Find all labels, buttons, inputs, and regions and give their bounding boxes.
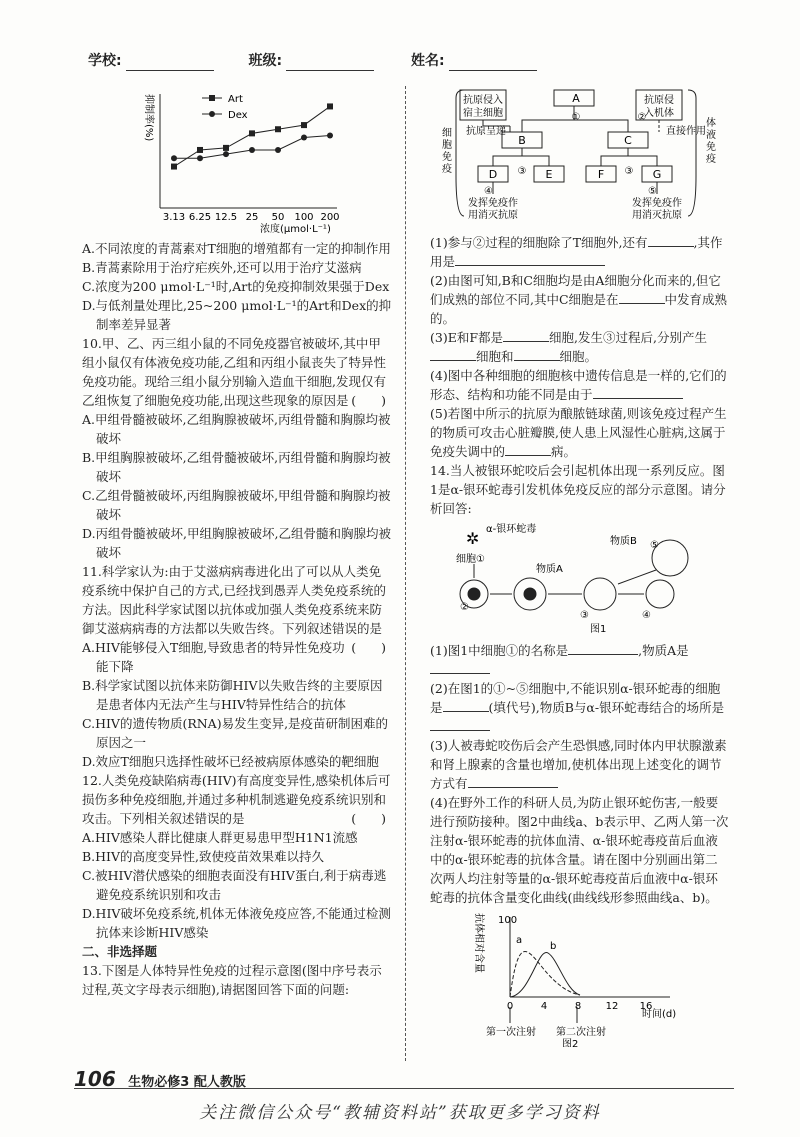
q12-option-b[interactable]: B.HIV的高度变异性,致使疫苗效果难以持久 xyxy=(82,849,324,864)
q13-stem: 13.下图是人体特异性免疫的过程示意图(图中序号表示过程,英文字母表示细胞),请据图回答下面的问题: xyxy=(82,963,382,997)
chart-xtick: 50 xyxy=(271,212,285,223)
q10-option-b[interactable]: B.甲组胸腺被破坏,乙组骨髓被破坏,丙组骨髓和胸腺均被破坏 xyxy=(82,450,391,484)
fig2-xtick: 0 xyxy=(506,1001,514,1012)
diag-e: E xyxy=(545,168,553,181)
svg-text:疫: 疫 xyxy=(706,154,716,165)
question-10 xyxy=(82,334,392,562)
diag-effl2: 用消灭抗原 xyxy=(468,210,518,221)
q14-answers: (1)图1中细胞①的名称是 ,物质A是 (2)在图1的①~⑤细胞中,不能识别α-银环蛇毒的细胞是 (填代号),物质B与α-银环蛇毒结合的场所是 (3)人被毒蛇咬伤后会产生恐惧感,同时体内甲状腺激素和肾上腺素的含量也增加,使机体出现上述变化的调节方式有 (4)在野外工作的科研人员,为防止银环蛇伤害,一般要进行预防接种。图2中曲线a、b表示甲、乙两人第一次注射α-银环蛇毒的抗体血清、α-银环蛇毒疫苗后血液中的α-银环蛇毒的抗体含量。请在图中分别画出第二次两人均注射等量的α-银环蛇毒疫苗后血液中α-银环蛇毒的抗体含量变化曲线(曲线线形参照曲线a、b)。 xyxy=(430,643,729,905)
q9-option-c[interactable]: C.浓度为200 μmol·L⁻¹时,Art的免疫抑制效果强于Dex xyxy=(82,279,390,294)
diag-a: A xyxy=(572,92,580,105)
q9-options xyxy=(82,239,392,334)
fig1-caption: 图1 xyxy=(590,624,607,635)
q10-option-d[interactable]: D.丙组骨髓被破坏,甲组胸腺被破坏,乙组骨髓和胸腺均被破坏 xyxy=(82,526,391,560)
point-dex xyxy=(223,151,229,157)
q14-stem: 14.当人被银环蛇咬后会引起机体出现一系列反应。图1是α-银环蛇毒引发机体免疫反应的部分示意图。请分析回答: xyxy=(430,463,726,516)
fig2-inj2: 第二次注射 xyxy=(556,1027,606,1038)
q13-blank-3[interactable] xyxy=(619,290,665,304)
q14-blank-2[interactable] xyxy=(430,660,490,674)
q9-option-d[interactable]: D.与低剂量处理比,25~200 μmol·L⁻¹的Art和Dex的抑制率差异显著 xyxy=(82,298,392,332)
chart-xtick: 100 xyxy=(294,212,314,223)
diag-n5: ⑤ xyxy=(648,186,657,197)
q12-option-a[interactable]: A.HIV感染人群比健康人群更易患甲型H1N1流感 xyxy=(82,830,358,845)
chart-xtick: 3.13 xyxy=(162,212,186,223)
point-art xyxy=(327,103,333,109)
fig2-ylabel: 抗体相对含量 xyxy=(473,913,484,973)
q11-option-a[interactable]: A.HIV能够侵入T细胞,导致患者的特异性免疫功能下降 xyxy=(82,640,345,674)
fig1-mat-a: 物质A xyxy=(536,564,563,575)
school-field[interactable] xyxy=(126,56,214,71)
q11-option-c[interactable]: C.HIV的遗传物质(RNA)易发生变异,是疫苗研制困难的原因之一 xyxy=(82,716,389,750)
chart-xtick: 12.5 xyxy=(214,212,238,223)
legend-art: Art xyxy=(228,94,243,105)
footer-rule xyxy=(74,1088,734,1089)
diag-humor-label xyxy=(706,116,716,165)
name-label: 姓名: xyxy=(410,53,445,69)
q12-option-c[interactable]: C.被HIV潜伏感染的细胞表面没有HIV蛋白,利于病毒逃避免疫系统识别和攻击 xyxy=(82,868,387,902)
header xyxy=(88,52,537,71)
svg-text:胞: 胞 xyxy=(442,140,452,151)
diag-present: 抗原呈递 xyxy=(466,126,506,137)
svg-text:疫: 疫 xyxy=(442,164,452,175)
diag-ag1b: 宿主细胞 xyxy=(463,108,503,119)
figure-1 xyxy=(430,518,730,636)
fig1-cell1: 细胞① xyxy=(456,554,485,565)
diag-ag2a: 抗原侵 xyxy=(644,95,674,106)
chart-xlabel: 浓度(μmol·L⁻¹) xyxy=(260,224,331,234)
diag-n3b: ③ xyxy=(624,166,634,177)
diag-b: B xyxy=(518,134,526,147)
chart-ylabel: 抑制率(%) xyxy=(143,94,154,142)
q12-answer-paren[interactable]: ( ) xyxy=(351,811,386,826)
q14-blank-5[interactable] xyxy=(468,774,558,788)
diag-effr1: 发挥免疫作 xyxy=(632,198,682,209)
q10-stem: 10.甲、乙、丙三组小鼠的不同免疫器官被破坏,其中甲组小鼠仅有体液免疫功能,乙组和丙组小鼠丧失了特异性免疫功能。现给三组小鼠分别输入造血干细胞,发现仅有乙组恢复了细胞免疫功能,出现这些现象的原因是 xyxy=(82,336,386,408)
book-title: 生物必修3 配人教版 xyxy=(128,1075,246,1090)
fig2-xtick: 4 xyxy=(540,1001,548,1012)
point-art xyxy=(275,126,281,132)
fig2-xtick: 16 xyxy=(639,1001,653,1012)
q14-blank-1[interactable] xyxy=(568,641,638,655)
q14-part4: (4)在野外工作的科研人员,为防止银环蛇伤害,一般要进行预防接种。图2中曲线a、b表示甲、乙两人第一次注射α-银环蛇毒的抗体血清、α-银环蛇毒疫苗后血液中的α-银环蛇毒的抗体含量。请在图中分别画出第二次两人均注射等量的α-银环蛇毒疫苗后血液中α-银环蛇毒的抗体含量变化曲线(曲线线形参照曲线a、b)。 xyxy=(430,795,729,905)
svg-text:免: 免 xyxy=(706,142,716,153)
q13-blank-5[interactable] xyxy=(430,347,476,361)
fig1-toxin-icon: ✲ xyxy=(466,529,480,548)
svg-text:液: 液 xyxy=(706,130,716,141)
diag-n1: ① xyxy=(571,112,581,123)
class-label: 班级: xyxy=(248,53,283,69)
point-dex xyxy=(171,155,177,161)
fig1-cell-5 xyxy=(646,580,674,608)
svg-text:细: 细 xyxy=(442,128,452,139)
point-dex xyxy=(197,155,203,161)
fig1-n4: ④ xyxy=(642,610,651,621)
q11-option-d[interactable]: D.效应T细胞只选择性破坏已经被病原体感染的靶细胞 xyxy=(82,754,379,769)
q13-blank-2[interactable] xyxy=(455,252,605,266)
q13-blank-7[interactable] xyxy=(593,385,683,399)
q10-answer-paren[interactable]: ( ) xyxy=(351,393,386,408)
diag-g: G xyxy=(652,168,662,181)
q10-option-c[interactable]: C.乙组骨髓被破坏,丙组胸腺被破坏,甲组骨髓和胸腺均被破坏 xyxy=(82,488,391,522)
fig2-inj1: 第一次注射 xyxy=(486,1027,536,1038)
chart-xtick: 6.25 xyxy=(188,212,212,223)
watermark: 关注微信公众号“教辅资料站”获取更多学习资料 xyxy=(199,1103,601,1123)
fig1-cell-4 xyxy=(584,578,616,610)
fig1-plasma-cell xyxy=(652,540,688,576)
fig2-curve-a xyxy=(510,952,580,997)
right-column xyxy=(430,86,730,1052)
question-11 xyxy=(82,562,392,771)
name-field[interactable] xyxy=(449,56,537,71)
q9-option-b[interactable]: B.青蒿素除用于治疗疟疾外,还可以用于治疗艾滋病 xyxy=(82,260,362,275)
fig2-xtick: 12 xyxy=(605,1001,619,1012)
q11-stem: 11.科学家认为:由于艾滋病病毒进化出了可以从人类免疫系统中保护自己的方式,已经找到愚弄人类免疫系统的方法。因此科学家试图以抗体或加强人类免疫系统来防御艾滋病病毒的方法都以失败告终。下列叙述错误的是 xyxy=(82,564,386,636)
point-dex xyxy=(327,132,333,138)
q13-blank-8[interactable] xyxy=(505,442,551,456)
diag-d: D xyxy=(488,168,498,181)
fig2-y100: 100 xyxy=(498,915,518,926)
page-number: 106 xyxy=(74,1067,116,1091)
diag-effl1: 发挥免疫作 xyxy=(468,198,518,209)
svg-text:体: 体 xyxy=(706,118,716,129)
q13-blank-1[interactable] xyxy=(648,233,694,247)
left-column xyxy=(82,86,392,999)
fig2-xlabel: 时间(d) xyxy=(642,1009,677,1020)
point-dex xyxy=(301,135,307,141)
chart-xtick: 25 xyxy=(245,212,259,223)
svg-text:免: 免 xyxy=(442,152,452,163)
class-field[interactable] xyxy=(286,56,374,71)
fig2-xtick: 8 xyxy=(574,1001,582,1012)
q14-blank-3[interactable] xyxy=(443,698,489,712)
fig1-n3: ③ xyxy=(580,610,589,621)
q12-stem: 12.人类免疫缺陷病毒(HIV)有高度变异性,感染机体后可损伤多种免疫细胞,并通过多种机制逃避免疫系统识别和攻击。下列相关叙述错误的是 xyxy=(82,773,391,826)
diag-n3a: ③ xyxy=(517,166,527,177)
q12-option-d[interactable]: D.HIV破坏免疫系统,机体无体液免疫应答,不能通过检测抗体来诊断HIV感染 xyxy=(82,906,391,940)
point-art xyxy=(223,145,229,151)
fig1-mat-b: 物质B xyxy=(610,536,637,547)
point-art xyxy=(301,122,307,128)
diag-n2: ② xyxy=(637,112,647,123)
q13-blank-6[interactable] xyxy=(514,347,560,361)
diag-f: F xyxy=(597,168,605,181)
q13-blank-4[interactable] xyxy=(503,328,549,342)
q13-answers: (1)参与②过程的细胞除了T细胞外,还有 ,其作用是 (2)由图可知,B和C细胞均是由A细胞分化而来的,但它们成熟的部位不同,其中C细胞是在 中发育成熟的。 (3)E和F都是 细胞,发生③过程后,分别产生细胞和 细胞。 (4)图中各种细胞的细胞核中遗传信息是一样的,它们的形态、结构和功能不同是由于 (5)若图中所示的抗原为酿脓链球菌,则该免疫过程产生的物质可攻击心脏瓣膜,使人患上风湿性心脏病,这属于免疫失调中的 病。 xyxy=(430,235,728,459)
immunity-diagram xyxy=(430,86,730,224)
column-divider xyxy=(405,86,406,1061)
question-12 xyxy=(82,771,392,942)
point-dex xyxy=(249,147,255,153)
diag-n4: ④ xyxy=(484,186,493,197)
fig2-label-b: b xyxy=(550,941,557,952)
point-art xyxy=(197,147,203,153)
q10-option-a[interactable]: A.甲组骨髓被破坏,乙组胸腺被破坏,丙组骨髓和胸腺均被破坏 xyxy=(82,412,391,446)
figure-2 xyxy=(430,907,730,1047)
fig1-toxin: α-银环蛇毒 xyxy=(486,524,537,535)
diag-ag1a: 抗原侵入 xyxy=(463,95,503,106)
point-art xyxy=(249,130,255,136)
fig2-caption: 图2 xyxy=(562,1039,579,1047)
diag-direct: 直接作用 xyxy=(666,126,706,137)
diag-ag2b: 入机体 xyxy=(644,108,674,119)
legend-dex: Dex xyxy=(228,110,248,121)
chart-legend xyxy=(202,94,248,121)
diag-effr2: 用消灭抗原 xyxy=(632,210,682,221)
chart-xtick: 200 xyxy=(320,212,340,223)
q14-blank-4[interactable] xyxy=(430,717,490,731)
fig2-label-a: a xyxy=(516,935,523,946)
point-art xyxy=(171,164,177,170)
fig2-curve-b xyxy=(510,952,580,997)
school-label: 学校: xyxy=(88,53,122,69)
section-title: 二、非选择题 xyxy=(82,944,158,959)
q11-answer-paren[interactable]: ( ) xyxy=(351,640,386,655)
point-dex xyxy=(275,147,281,153)
fig1-n5: ⑤ xyxy=(650,540,659,551)
q9-option-a[interactable]: A.不同浓度的青蒿素对T细胞的增殖都有一定的抑制作用 xyxy=(82,241,391,256)
q11-option-b[interactable]: B.科学家试图以抗体来防御HIV以失败告终的主要原因是患者体内无法产生与HIV特异性结合的抗体 xyxy=(82,678,383,712)
diag-cell-label xyxy=(442,127,452,175)
inhibition-chart xyxy=(82,86,382,234)
diag-c: C xyxy=(624,134,632,147)
fig1-n2: ② xyxy=(460,602,469,613)
